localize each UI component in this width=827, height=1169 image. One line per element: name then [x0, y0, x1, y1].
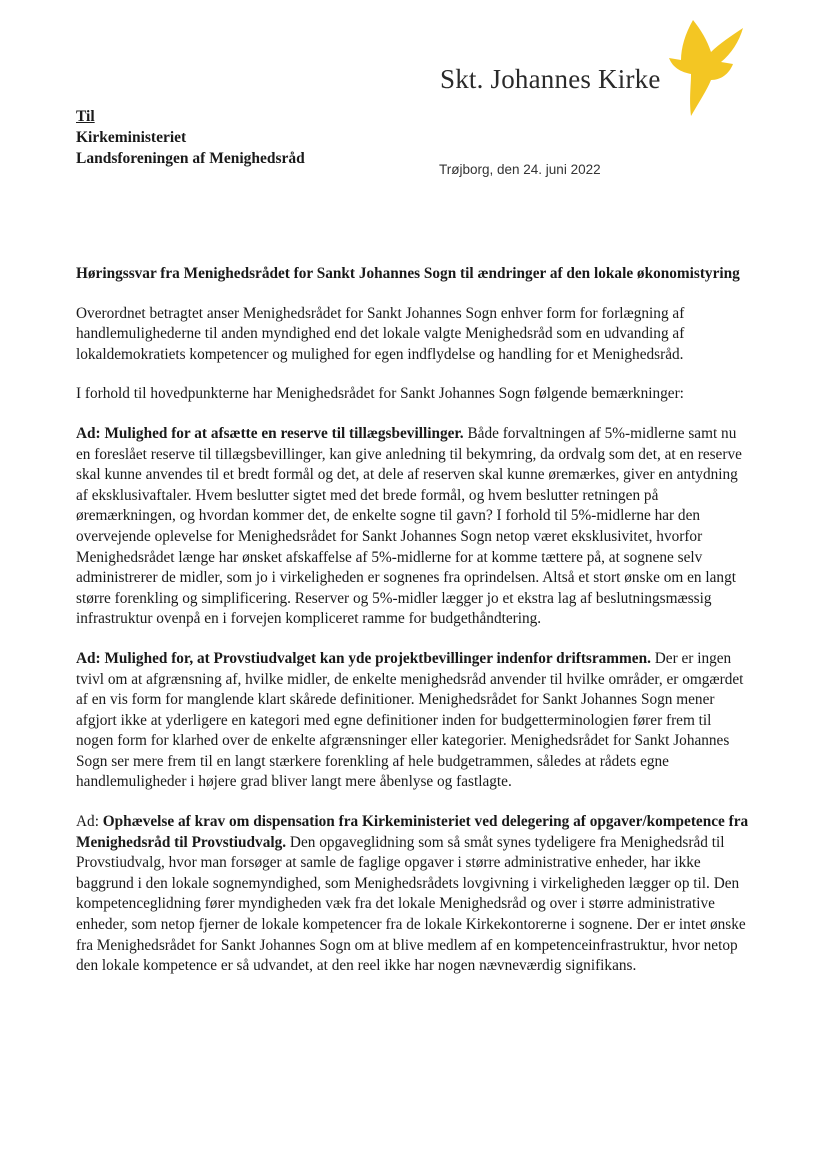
church-logo: [435, 18, 745, 128]
recipient-block: [76, 106, 305, 169]
section-reserve-text: Både forvaltningen af 5%-midlerne samt nu en foreslået reserve til tillægsbevillinger, kan give anledning til bekymring, da ordvalg som det, at en reserve skal kunne anvendes til et bredt formål og det, at dele af reserven skal kunne øremærkes, giver en antydning af eksklusivaftaler. Hvem beslutter sigtet med det brede formål, og hvem beslutter retningen på øremærkningen, og hvordan kommer det, de enkelte sogne til gavn? I forhold til 5%-midlerne har den overvejende oplevelse for Menighedsrådet for Sankt Johannes Sogn netop været eksklusivitet, hvorfor Menighedsrådet længe har ønsket afskaffelse af 5%-midlerne for at komme tættere på, at sognene selv administrerer de midler, som jo i virkeligheden er sognenes fra oprindelsen. Altså et stort ønske om en langt større forenkling og simplificering. Reserver og 5%-midler lægger jo et ekstra lag af beslutningsmæssig infrastruktur ovenpå en i forvejen kompliceret ramme for budgethåndtering.: [76, 424, 742, 628]
section-reserve-heading: Ad: Mulighed for at afsætte en reserve til tillægsbevillinger.: [76, 424, 464, 442]
recipient-line-1: Kirkeministeriet: [76, 129, 187, 146]
section-dispensation-text: Den opgaveglidning som så småt synes tydeligere fra Menighedsråd til Provstiudvalg, hvor man forsøger at samle de faglige opgaver i større administrative enheder, har ikke baggrund i den lokale sognemyndighed, som Menighedsrådets lovgivning i virkeligheden lægger op til. Den kompetenceglidning fører myndigheden væk fra det lokale Menighedsråd og over i større administrative enheder, som netop fjerner de lokale kompetencer fra de lokale Kirkekontorerne i sognene. Der er intet ønske fra Menighedsrådet for Sankt Johannes Sogn om at blive medlem af en kompetenceinfrastruktur, hvor netop den lokale kompetence er så udvandet, at den reel ikke har nogen nævneværdig signifikans.: [76, 833, 746, 975]
section-project-grants-text: Der er ingen tvivl om at afgrænsning af, hvilke midler, de enkelte menighedsråd anvender til hvilke områder, er omgærdet af en vis form for manglende klart skårede definitioner. Menighedsrådet for Sankt Johannes Sogn mener afgjort ikke at yderligere en kategori med egne definitioner inden for budgetterminologien fører frem til nogen form for klarhed over de enkelte afgrænsninger eller kategorier. Menighedsrådet for Sankt Johannes Sogn ser mere frem til en langt stærkere forenkling af hele budgetrammen, således at rådets egne handlemuligheder i højere grad bliver langt mere åbenlyse og fastlagte.: [76, 649, 744, 791]
recipient-heading: Til: [76, 108, 95, 125]
section-reserve: [76, 424, 752, 630]
intro-paragraph: Overordnet betragtet anser Menighedsrådet for Sankt Johannes Sogn enhver form for forlægning af handlemulighederne til anden myndighed end det lokale valgte Menighedsråd som en udvanding af lokaldemokratiets kompetencer og mulighed for egen indflydelse og handling for et Menighedsråd.: [76, 304, 685, 363]
section-project-grants: [76, 649, 752, 793]
section-project-grants-heading: Ad: Mulighed for, at Provstiudvalget kan yde projektbevillinger indenfor driftsrammen.: [76, 649, 651, 667]
letter-body: [76, 264, 752, 996]
dateline: Trøjborg, den 24. juni 2022: [439, 162, 601, 177]
section-dispensation-heading: Ophævelse af krav om dispensation fra Kirkeministeriet ved delegering af opgaver/kompetence fra Menighedsråd til Provstiudvalg.: [76, 813, 749, 851]
section-dispensation-prefix: Ad:: [76, 813, 103, 831]
church-name: Skt. Johannes Kirke: [440, 64, 661, 94]
letter-title: Høringssvar fra Menighedsrådet for Sankt Johannes Sogn til ændringer af den lokale økonomistyring: [76, 265, 740, 282]
section-dispensation: [76, 812, 752, 977]
recipient-line-2: Landsforeningen af Menighedsråd: [76, 150, 305, 167]
eagle-icon: [667, 18, 745, 118]
lead-paragraph: I forhold til hovedpunkterne har Menighedsrådet for Sankt Johannes Sogn følgende bemærkninger:: [76, 385, 684, 403]
